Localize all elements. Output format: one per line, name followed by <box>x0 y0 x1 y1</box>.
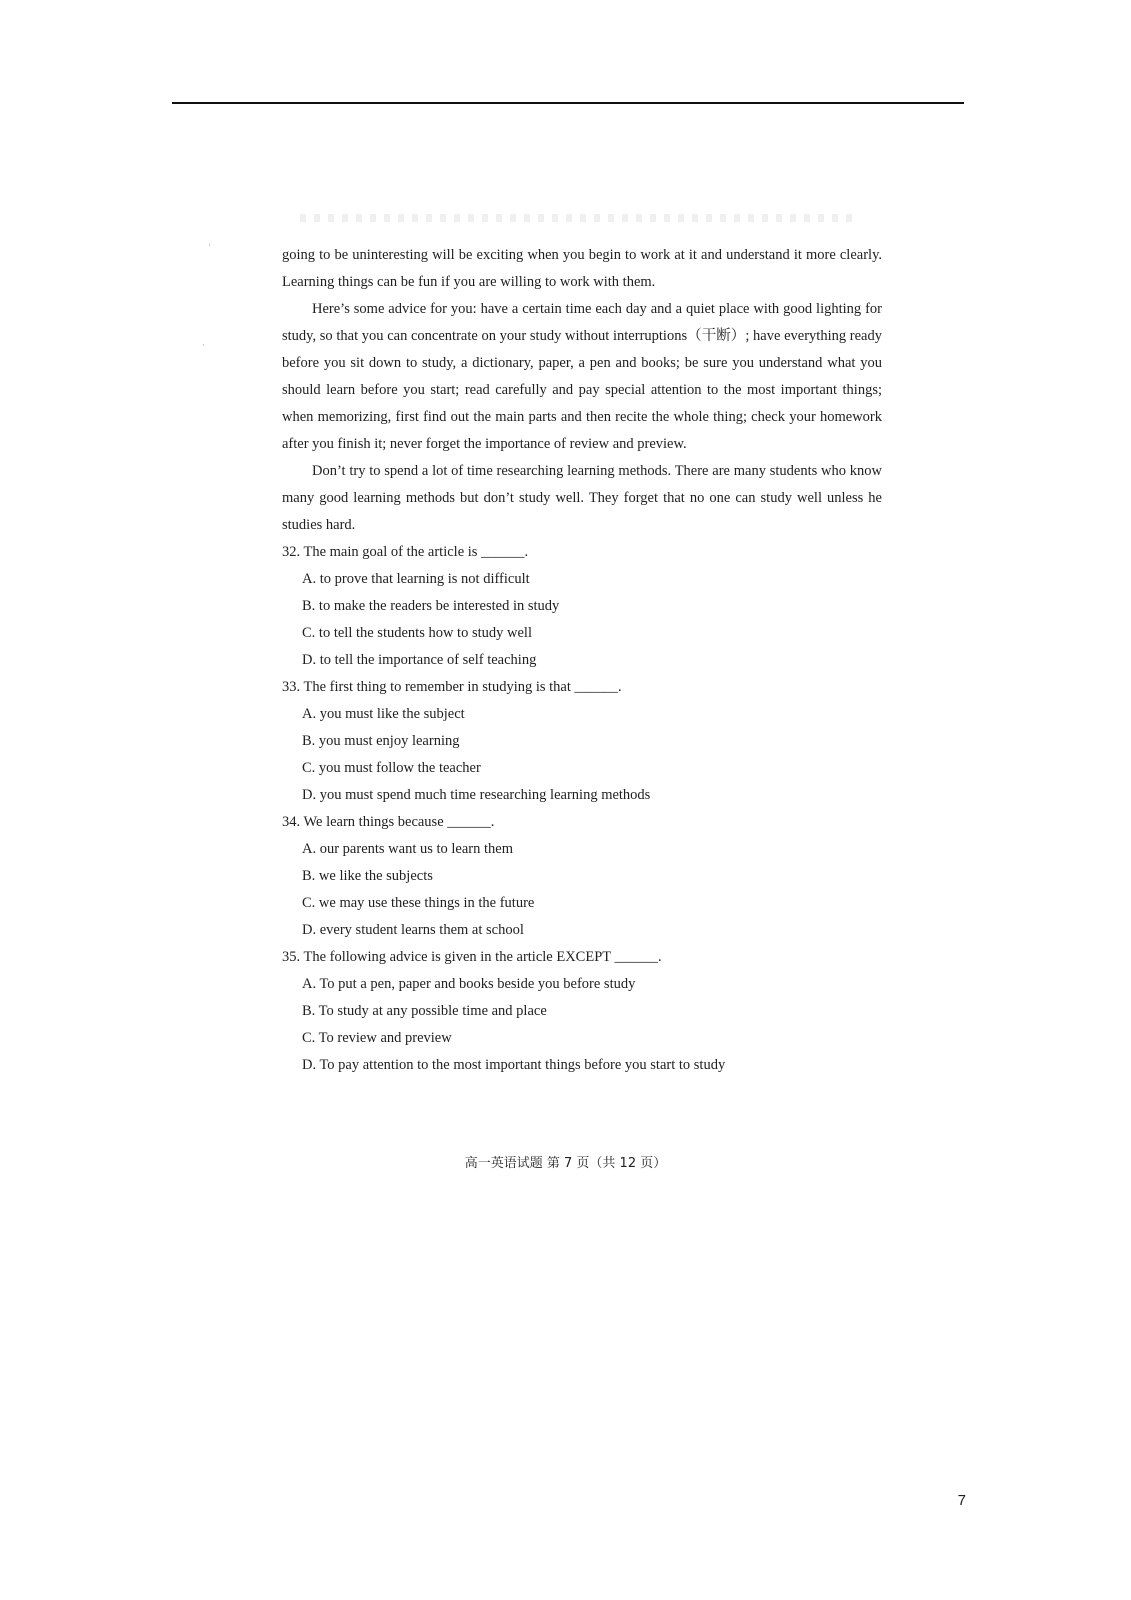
passage-paragraph-1: going to be uninteresting will be exciting when you begin to work at it and understand it more clearly. Learning things can be fun if you are willing to work with them. <box>282 247 882 290</box>
option-d: D. To pay attention to the most important things before you start to study <box>302 1057 726 1073</box>
option-a: A. to prove that learning is not difficult <box>302 571 530 587</box>
question-stem: 32. The main goal of the article is ______. <box>282 544 529 560</box>
option-d: D. every student learns them at school <box>302 922 524 938</box>
option-b: B. To study at any possible time and place <box>302 1003 547 1019</box>
option-b: B. to make the readers be interested in study <box>302 598 560 614</box>
option-a: A. you must like the subject <box>302 706 465 722</box>
question-stem: 33. The first thing to remember in studying is that ______. <box>282 679 622 695</box>
page-content <box>282 242 882 1079</box>
question-35 <box>282 944 882 1079</box>
option-a: A. our parents want us to learn them <box>302 841 514 857</box>
question-stem: 35. The following advice is given in the article EXCEPT ______. <box>282 949 662 965</box>
page-number: 7 <box>957 1492 966 1509</box>
question-32 <box>282 539 882 674</box>
option-c: C. To review and preview <box>302 1030 452 1046</box>
option-b: B. you must enjoy learning <box>302 733 460 749</box>
scan-speck: · <box>208 240 211 250</box>
passage-paragraph-3: Don’t try to spend a lot of time researching learning methods. There are many students who know many good learning methods but don’t study well. They forget that no one can study well unless he studies hard. <box>282 463 882 533</box>
header-rule <box>172 102 964 104</box>
question-34 <box>282 809 882 944</box>
scan-speck: · <box>202 340 205 350</box>
option-c: C. to tell the students how to study well <box>302 625 532 641</box>
option-a: A. To put a pen, paper and books beside you before study <box>302 976 636 992</box>
option-d: D. to tell the importance of self teaching <box>302 652 537 668</box>
question-33 <box>282 674 882 809</box>
page-footer: 高一英语试题 第 7 页（共 12 页） <box>464 1156 667 1171</box>
option-c: C. we may use these things in the future <box>302 895 535 911</box>
question-stem: 34. We learn things because ______. <box>282 814 495 830</box>
passage-paragraph-2: Here’s some advice for you: have a certain time each day and a quiet place with good lighting for study, so that you can concentrate on your study without interruptions（干断）; have everything ready before you sit down to study, a dictionary, paper, a pen and books; be sure you understand what you should learn before you start; read carefully and pay special attention to the most important things; when memorizing, first find out the main parts and then recite the whole thing; check your homework after you finish it; never forget the importance of review and preview. <box>282 301 882 452</box>
option-c: C. you must follow the teacher <box>302 760 481 776</box>
option-b: B. we like the subjects <box>302 868 433 884</box>
faint-scan-line <box>300 214 860 222</box>
option-d: D. you must spend much time researching learning methods <box>302 787 651 803</box>
